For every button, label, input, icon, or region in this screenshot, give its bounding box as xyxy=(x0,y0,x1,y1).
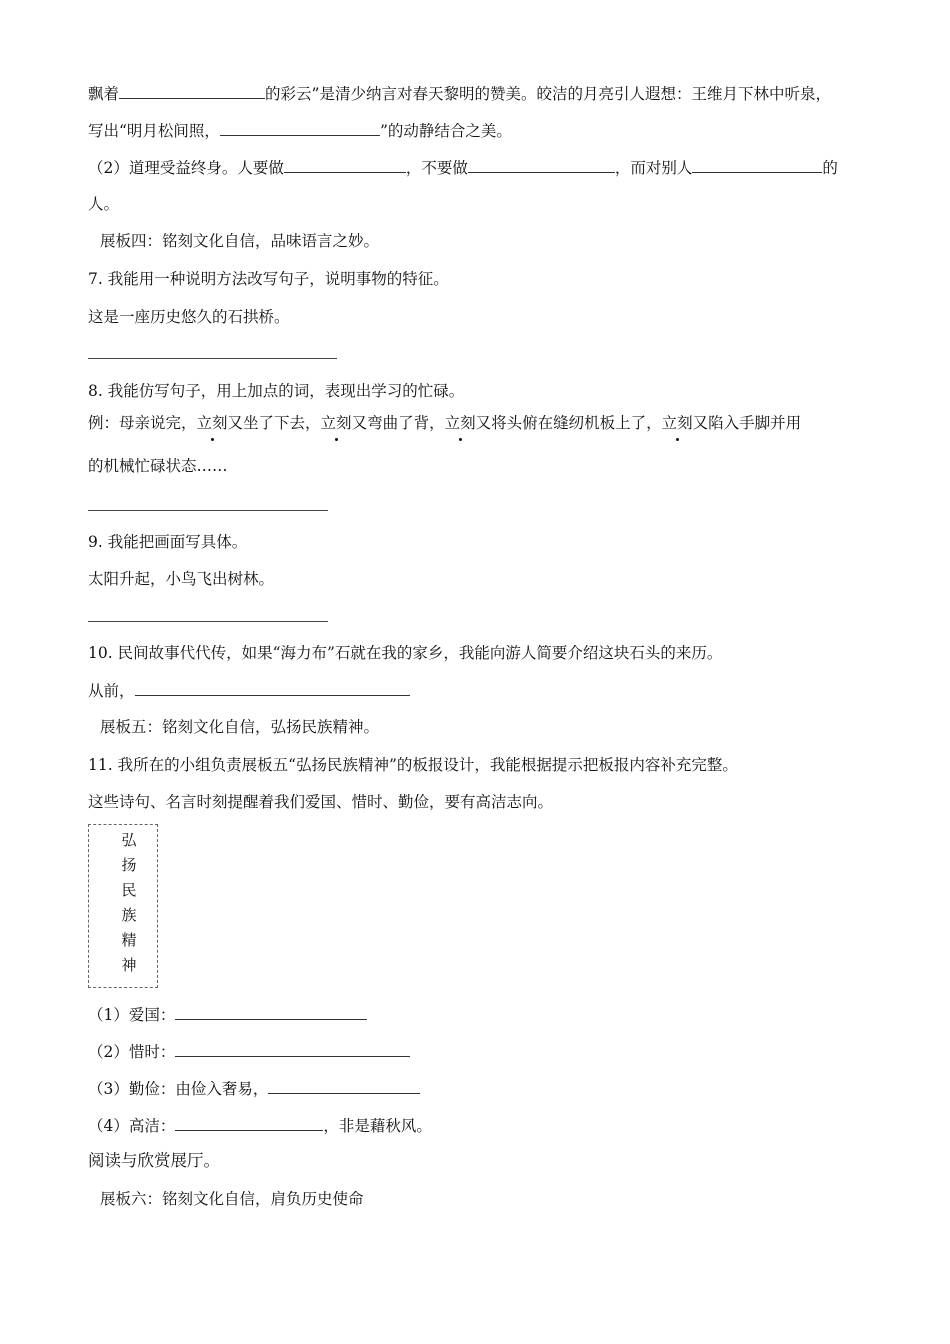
dotted-word: 立刻 xyxy=(661,414,693,432)
vertical-char: 扬 xyxy=(121,856,137,874)
q11-prompt: 11. 我所在的小组负责展板五“弘扬民族精神”的板报设计，我能根据提示把板报内容补充完整。 xyxy=(88,756,738,774)
answer-line[interactable] xyxy=(88,621,328,622)
dotted-word: 立刻 xyxy=(320,414,352,432)
q11-intro: 这些诗句、名言时刻提醒着我们爱国、惜时、勤俭，要有高洁志向。 xyxy=(88,793,554,811)
q2-continuation: 人。 xyxy=(88,195,120,213)
item-time: （2）惜时： xyxy=(88,1040,410,1063)
vertical-title-box xyxy=(88,824,158,988)
vertical-char: 神 xyxy=(121,956,137,974)
answer-line[interactable] xyxy=(88,358,337,359)
item-thrift: （3）勤俭：由俭入奢易， xyxy=(88,1077,420,1100)
answer-blank[interactable] xyxy=(468,156,615,173)
q10-answer: 从前， xyxy=(88,679,410,702)
board-heading: 展板五：铭刻文化自信，弘扬民族精神。 xyxy=(100,718,380,736)
answer-blank[interactable] xyxy=(175,1114,323,1131)
vertical-char: 弘 xyxy=(121,831,137,849)
answer-blank[interactable] xyxy=(284,156,406,173)
q8-prompt: 8. 我能仿写句子，用上加点的词，表现出学习的忙碌。 xyxy=(88,382,465,400)
q9-sentence: 太阳升起，小鸟飞出树林。 xyxy=(88,570,275,588)
answer-line[interactable] xyxy=(88,510,328,511)
item-patriotism: （1）爱国： xyxy=(88,1003,367,1026)
item-integrity: （4）高洁： ，非是藉秋风。 xyxy=(88,1114,432,1137)
text-line: 写出“明月松间照， ”的动静结合之美。 xyxy=(88,119,512,142)
vertical-char: 精 xyxy=(121,931,137,949)
answer-blank[interactable] xyxy=(175,1003,367,1020)
vertical-char: 民 xyxy=(121,881,137,899)
q8-continuation: 的机械忙碌状态…… xyxy=(88,457,228,475)
q8-example: 例：母亲说完，立刻又坐了下去，立刻又弯曲了背，立刻又将头俯在缝纫机板上了，立刻又陷入手脚并用 xyxy=(88,414,802,432)
answer-blank[interactable] xyxy=(692,156,822,173)
answer-blank[interactable] xyxy=(220,119,380,136)
q7-prompt: 7. 我能用一种说明方法改写句子，说明事物的特征。 xyxy=(88,270,449,288)
board-heading: 展板六：铭刻文化自信，肩负历史使命 xyxy=(100,1190,364,1208)
dotted-word: 立刻 xyxy=(196,414,228,432)
q7-sentence: 这是一座历史悠久的石拱桥。 xyxy=(88,308,290,326)
answer-blank[interactable] xyxy=(268,1077,420,1094)
q9-prompt: 9. 我能把画面写具体。 xyxy=(88,533,248,551)
dotted-word: 立刻 xyxy=(444,414,476,432)
text-line: 飘着 的彩云”是清少纳言对春天黎明的赞美。皎洁的月亮引人遐想：王维月下林中听泉， xyxy=(88,82,831,105)
q2-line: （2）道理受益终身。人要做 ，不要做 ，而对别人 的 xyxy=(88,156,838,179)
answer-blank[interactable] xyxy=(175,1040,410,1057)
answer-blank[interactable] xyxy=(135,679,410,696)
q10-prompt: 10. 民间故事代代传，如果“海力布”石就在我的家乡，我能向游人简要介绍这块石头的来历。 xyxy=(88,644,723,662)
answer-blank[interactable] xyxy=(119,82,265,99)
board-heading: 展板四：铭刻文化自信，品味语言之妙。 xyxy=(100,232,380,250)
vertical-char: 族 xyxy=(121,906,137,924)
section-title: 阅读与欣赏展厅。 xyxy=(88,1151,220,1170)
